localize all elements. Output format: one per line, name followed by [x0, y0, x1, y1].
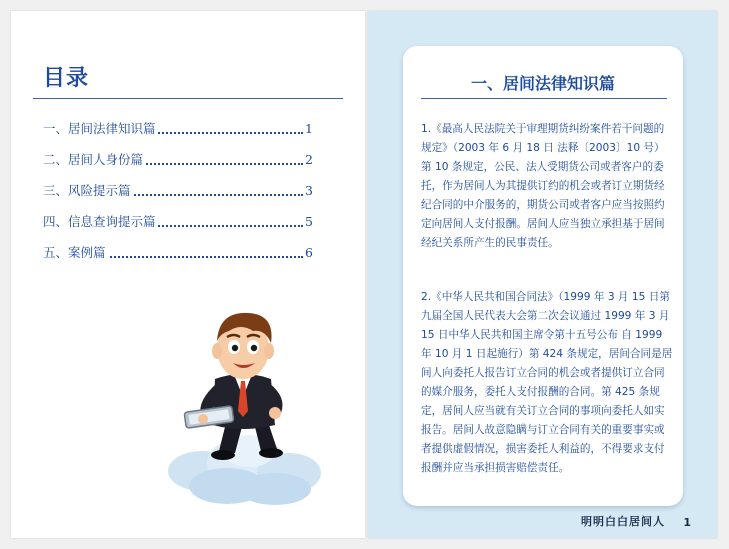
legal-paragraph: 2.《中华人民共和国合同法》（1999 年 3 月 15 日第九届全国人民代表大会第二次会议通过 1999 年 3 月 15 日中华人民共和国主席令第十五号公布 自 1999 年 10 月 1 日起施行）第 424 条规定，居间合同是居间人向委托人报告订立合同的机会或者提供订立合同的媒介服务，委托人支付报酬的合同。第 425 条规定，居间人应当就有关订立合同的事项向委托人如实报告。居间人故意隐瞒与订立合同有关的重要事实或者提供虚假情况，损害委托人利益的，不得要求支付报酬并应当承担损害赔偿责任。: [421, 291, 673, 474]
toc-item-label: 三、风险提示篇: [43, 181, 133, 201]
left-page: [11, 11, 365, 538]
toc-item-page: 5: [303, 212, 313, 232]
toc-item-page: 6: [303, 243, 313, 263]
cloud-shape: [168, 435, 321, 505]
toc-list: [43, 119, 313, 274]
toc-item[interactable]: [43, 181, 313, 212]
toc-item-page: 1: [303, 119, 313, 139]
section-title: 一、居间法律知识篇: [470, 74, 615, 93]
toc-item-page: 3: [303, 181, 313, 201]
page-number: 1: [683, 516, 691, 529]
toc-item[interactable]: [43, 150, 313, 181]
toc-title: 目录: [43, 66, 90, 91]
content-card: [403, 46, 683, 506]
toc-item-label: 一、居间法律知识篇: [43, 119, 158, 139]
toc-item[interactable]: [43, 119, 313, 150]
toc-item-label: 二、居间人身份篇: [43, 150, 145, 170]
footer-title: 明明白白居间人: [581, 515, 665, 528]
toc-item-page: 2: [303, 150, 313, 170]
right-page: [368, 11, 717, 538]
businessman-on-cloud-illustration: [157, 301, 327, 511]
toc-divider: [33, 98, 343, 99]
toc-item[interactable]: [43, 243, 313, 274]
toc-item-label: 四、信息查询提示篇: [43, 212, 158, 232]
section-divider: [421, 98, 667, 99]
toc-item-label: 五、案例篇: [43, 243, 108, 263]
toc-item[interactable]: [43, 212, 313, 243]
legal-paragraph: 1.《最高人民法院关于审理期货纠纷案件若干问题的规定》（2003 年 6 月 18 日 法释〔2003〕10 号）第 10 条规定，公民、法人受期货公司或者客户的委托，作为居间人为其提供订约的机会或者订立期货经纪合同的中介服务的，期货公司或者客户应当按照约定向居间人支付报酬。居间人应当独立承担基于居间经纪关系所产生的民事责任。: [421, 123, 665, 249]
